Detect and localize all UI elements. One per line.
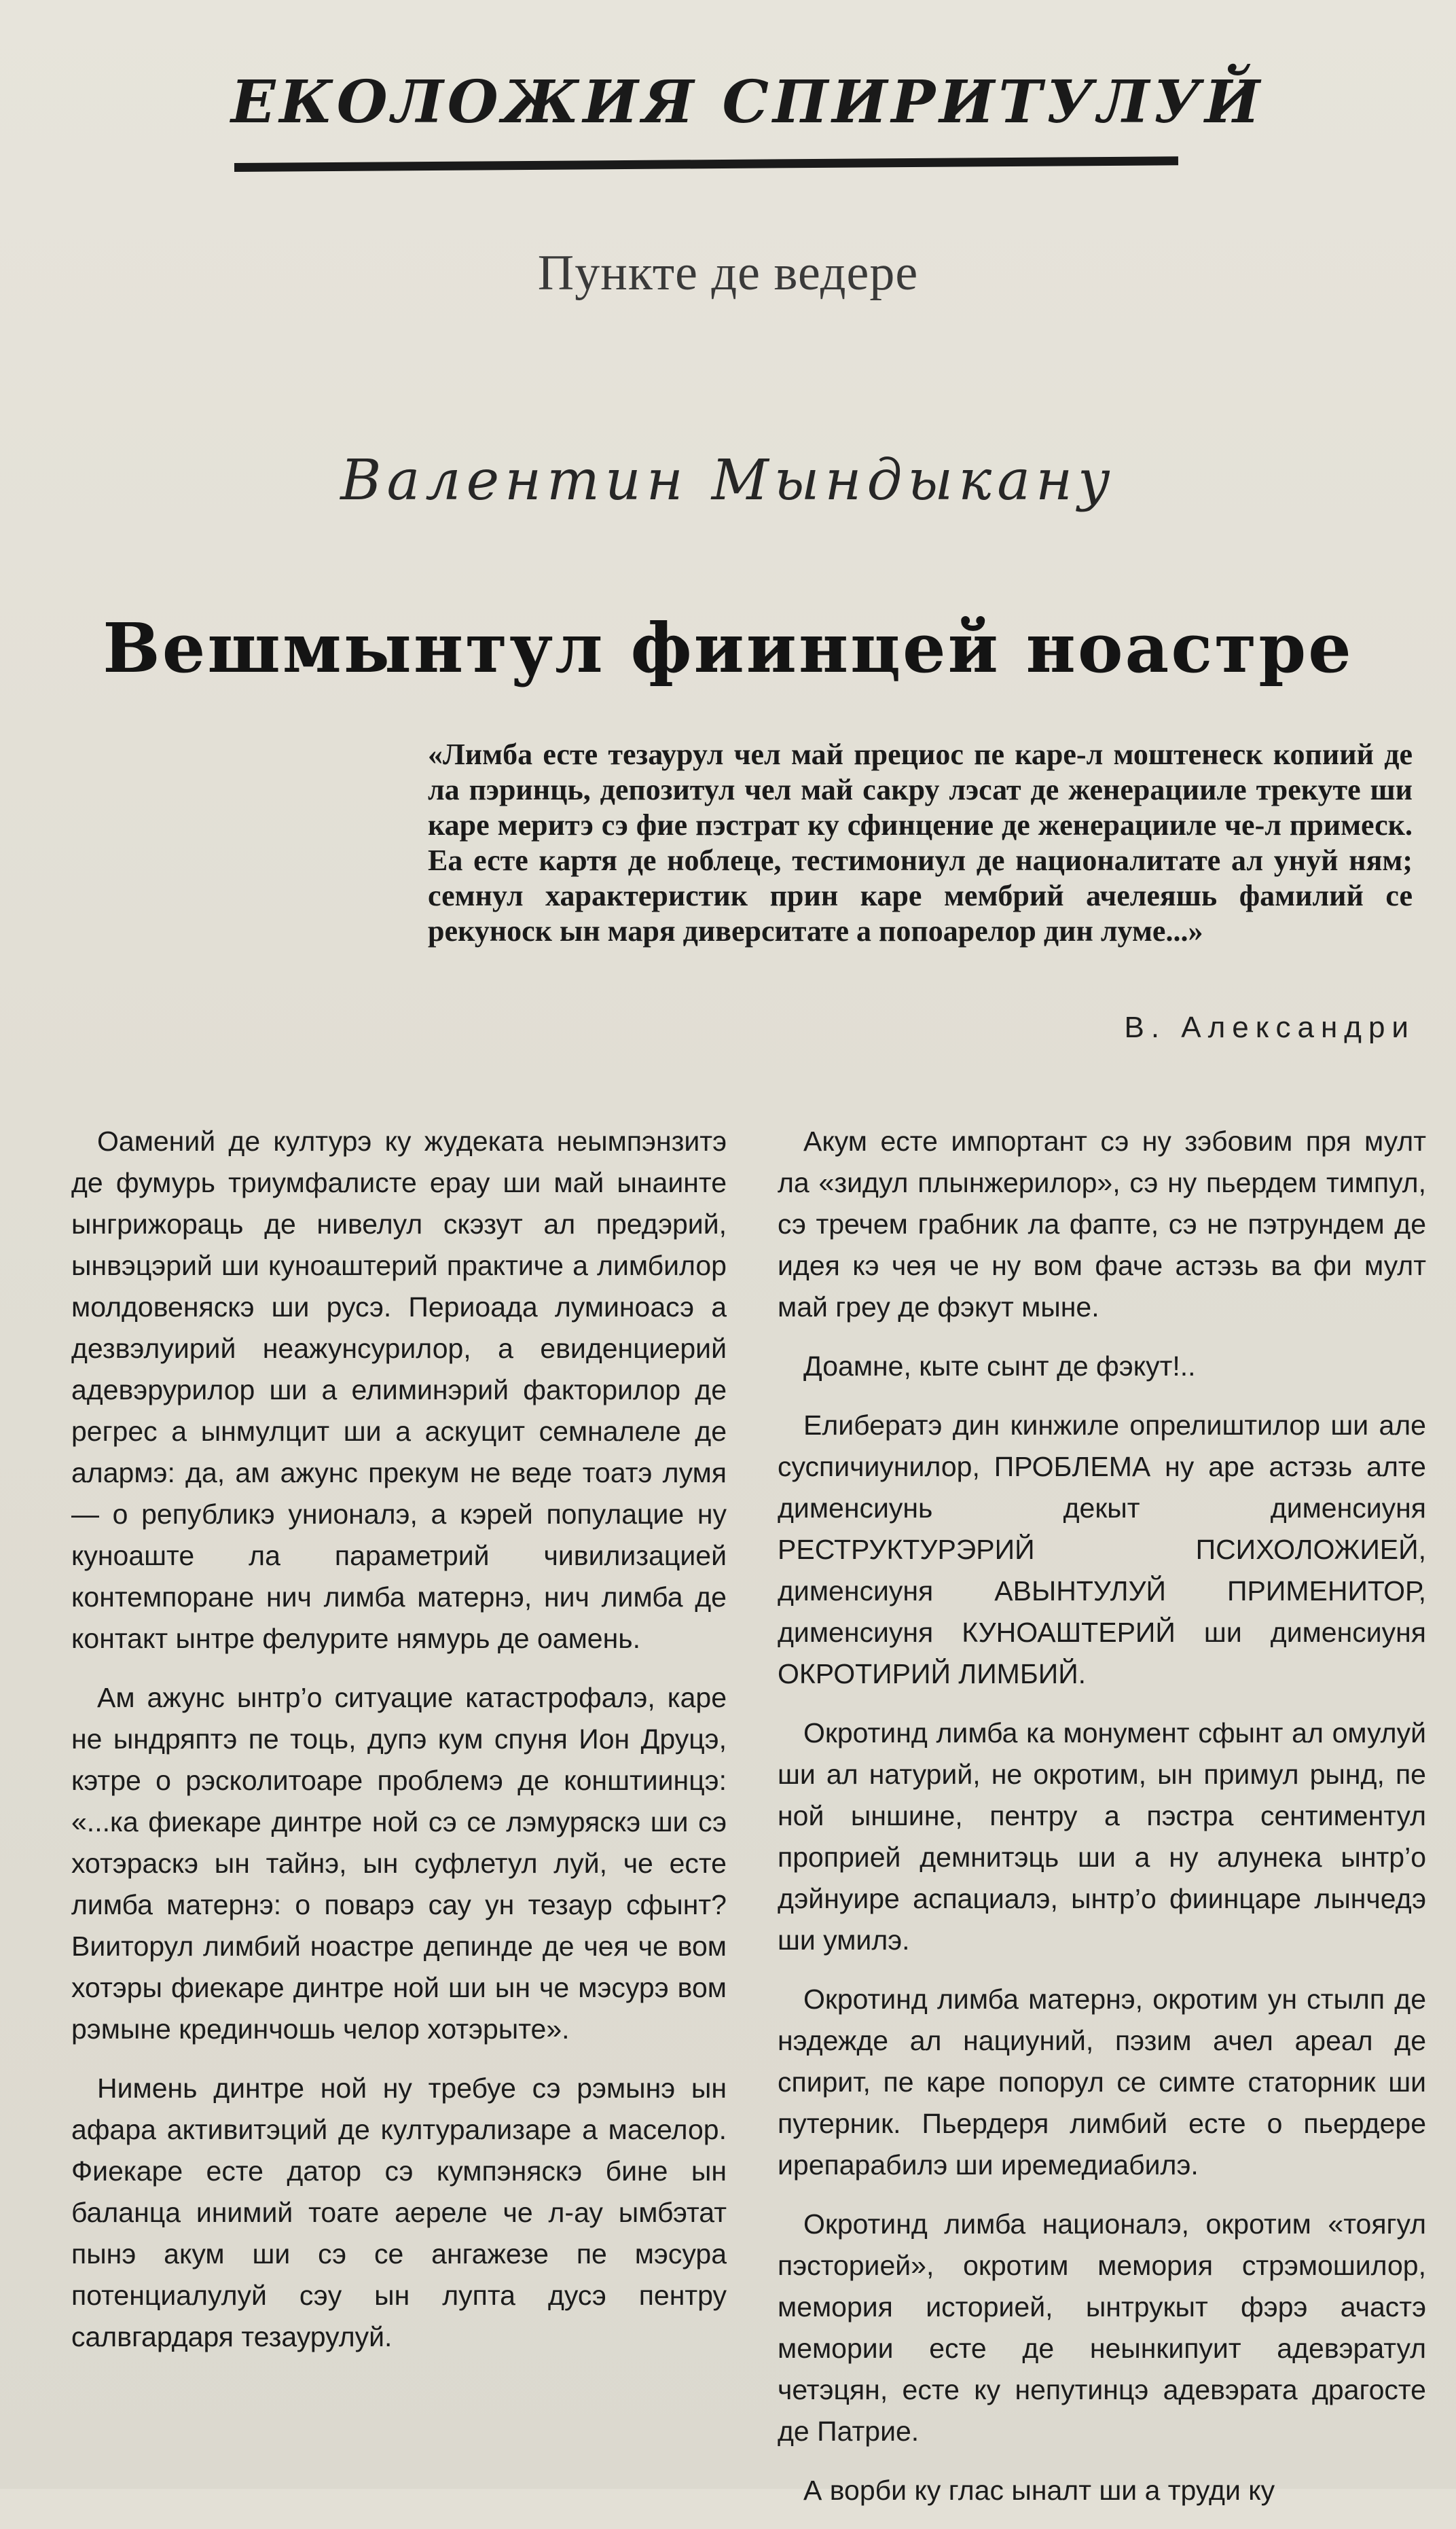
section-title: ЕКОЛОЖИЯ СПИРИТУЛУЙ (231, 68, 1264, 137)
epigraph-author: В. Александри (1124, 1011, 1415, 1044)
article-title: Вешмынтул фиинцей ноастре (103, 608, 1353, 688)
paragraph: Оамений де културэ ку жудеката неымпэнзитэ де фумурь триумфалисте ерау ши май ынаинте ынгрижораць де нивелул скэзут ал предэрий, ынвэцэрий ши куноаштерий практиче а лимбилор молдовеняскэ ши русэ. Периоада луминоасэ а дезвэлуирий неажунсурилор, а евиденциерий адевэрурилор ши а елиминэрий факторилор де регрес а ынмулцит ши а аскуцит семналеле де алармэ: да, ам ажунс прекум не веде тоатэ лумя — о републикэ унионалэ, а кэрей популацие ну куноаште ла параметрий чивилизацией контемпоране нич лимба матернэ, нич лимба де контакт ынтре фелурите нямурь де оамень. (71, 1126, 727, 1654)
epigraph-quote: «Лимба есте тезаурул чел май прециос пе каре-л моштенеск копиий де ла пэринць, депозитул чел май сакру лэсат де женерацииле трекуте ши каре меритэ сэ фие пэстрат ку сфинцение де женерацииле че-л примеск. Еа есте картя де ноблеце, тестимониул де националитате ал унуй ням; семнул характеристик прин каре мембрий ачелеяшь фамилий се рекуноск ын маря диверситате а попоарелор дин луме...» (428, 738, 1413, 948)
paragraph: Окротинд лимба ка монумент сфынт ал омулуй ши ал натурий, не окротим, ын примул рынд, пе ной ыншине, пентру а пэстра сентиментул проприей демнитэць ши а ну алунека ынтр’о дэйнуире аспациалэ, ынтр’о фиинцаре лынчедэ ши умилэ. (778, 1717, 1426, 1956)
paragraph: Елибератэ дин кинжиле опрелиштилор ши але суспичиунилор, ПРОБЛЕМА ну аре астэзь алте дименсиунь декыт дименсиуня РЕСТРУКТУРЭРИЙ ПСИХОЛОЖИЕЙ, дименсиуня АВЫНТУЛУЙ ПРИМЕНИТОР, дименсиуня КУНОАШТЕРИЙ ши дименсиуня ОКРОТИРИЙ ЛИМБИЙ. (778, 1410, 1426, 1689)
paragraph: Окротинд лимба матернэ, окротим ун стылп де нэдежде ал нациуний, пэзим ачел ареал де спирит, пе каре попорул се симте статорник ши путерник. Пьердеря лимбий есте о пьердере ирепарабилэ ши иремедиабилэ. (778, 1984, 1426, 2181)
section-title-rule (234, 156, 1178, 172)
paragraph: Акум есте импортант сэ ну зэбовим пря мулт ла «зидул плынжерилор», сэ ну пьердем тимпул, сэ тречем грабник ла фапте, сэ не пэтрундем де идея кэ чея че ну вом фаче астэзь ва фи мулт май греу де фэкут мыне. (778, 1126, 1426, 1323)
rubric-label: Пункте де ведере (537, 245, 919, 301)
paragraph: Доамне, кыте сынт де фэкут!.. (803, 1350, 1196, 1382)
right-column (778, 1121, 1426, 2529)
article-author: Валентин Мындыкану (340, 448, 1116, 513)
left-column (71, 1121, 727, 2375)
paragraph: Ам ажунс ынтр’о ситуацие катастрофалэ, каре не ындряптэ пе тоць, дупэ кум спуня Ион Друцэ, кэтре о рэсколитоаре проблемэ де конштиинцэ: «...ка фиекаре динтре ной сэ се лэмуряскэ ши сэ хотэраскэ ын тайнэ, ын суфлетул луй, че есте лимба матернэ: о поварэ сау ун тезаур сфынт? Вииторул лимбий ноастре депинде де чея че вом хотэры фиекаре динтре ной ши ын че мэсурэ вом рэмыне крединчошь челор хотэрыте». (71, 1682, 727, 2045)
paragraph: Нимень динтре ной ну требуе сэ рэмынэ ын афара активитэций де културализаре а маселор. Фиекаре есте датор сэ кумпэняскэ бине ын баланца инимий тоате аереле че л-ау ымбэтат пынэ акум ши сэ се ангажезе пе мэсура потенциалулуй сэу ын лупта дусэ пентру салвгардаря тезаурулуй. (71, 2073, 727, 2352)
paragraph: Окротинд лимба националэ, окротим «тоягул пэсторией», окротим мемория стрэмошилор, мемория историей, ынтрукыт фэрэ ачастэ мемории есте де неынкипуит адевэратул четэцян, есте ку непутинцэ адевэрата драгосте де Патрие. (778, 2208, 1426, 2447)
paragraph: А ворби ку глас ыналт ши а труди ку (803, 2475, 1275, 2506)
